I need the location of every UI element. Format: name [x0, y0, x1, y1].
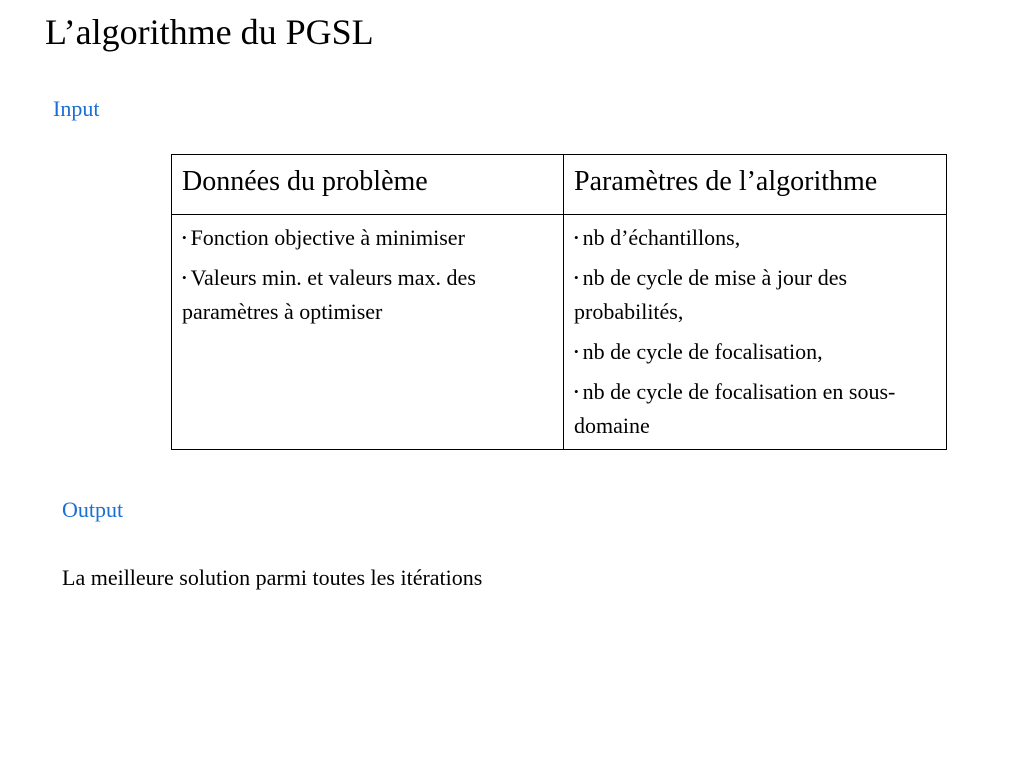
- algorithm-params-cell: [564, 215, 947, 450]
- algorithm-params-list: [574, 221, 936, 443]
- list-item: [182, 261, 553, 329]
- column-header-algorithm-params: Paramètres de l’algorithme: [564, 155, 947, 215]
- input-label: Input: [53, 96, 100, 121]
- list-item-text: Valeurs min. et valeurs max. des paramètres à optimiser: [182, 265, 476, 324]
- list-item: [182, 221, 553, 255]
- problem-data-cell: [172, 215, 564, 450]
- table-row: [172, 215, 947, 450]
- list-item: [574, 335, 936, 369]
- output-label: Output: [62, 497, 124, 522]
- list-item-text: nb de cycle de focalisation en sous-domaine: [574, 379, 896, 438]
- table-header-row: [172, 155, 947, 215]
- list-item: [574, 221, 936, 255]
- list-item-text: Fonction objective à minimiser: [190, 225, 465, 250]
- list-item: [574, 375, 936, 443]
- problem-data-list: [182, 221, 553, 329]
- bullet-icon: •: [574, 270, 579, 285]
- bullet-icon: •: [182, 230, 187, 245]
- list-item-text: nb d’échantillons,: [582, 225, 741, 250]
- bullet-icon: •: [182, 270, 187, 285]
- input-table: [171, 154, 947, 450]
- list-item-text: nb de cycle de focalisation,: [582, 339, 823, 364]
- bullet-icon: •: [574, 230, 579, 245]
- output-description: La meilleure solution parmi toutes les itérations: [62, 565, 483, 590]
- bullet-icon: •: [574, 384, 579, 399]
- list-item: [574, 261, 936, 329]
- bullet-icon: •: [574, 344, 579, 359]
- column-header-problem-data: Données du problème: [172, 155, 564, 215]
- page-title: L’algorithme du PGSL: [45, 12, 374, 52]
- list-item-text: nb de cycle de mise à jour des probabilités,: [574, 265, 848, 324]
